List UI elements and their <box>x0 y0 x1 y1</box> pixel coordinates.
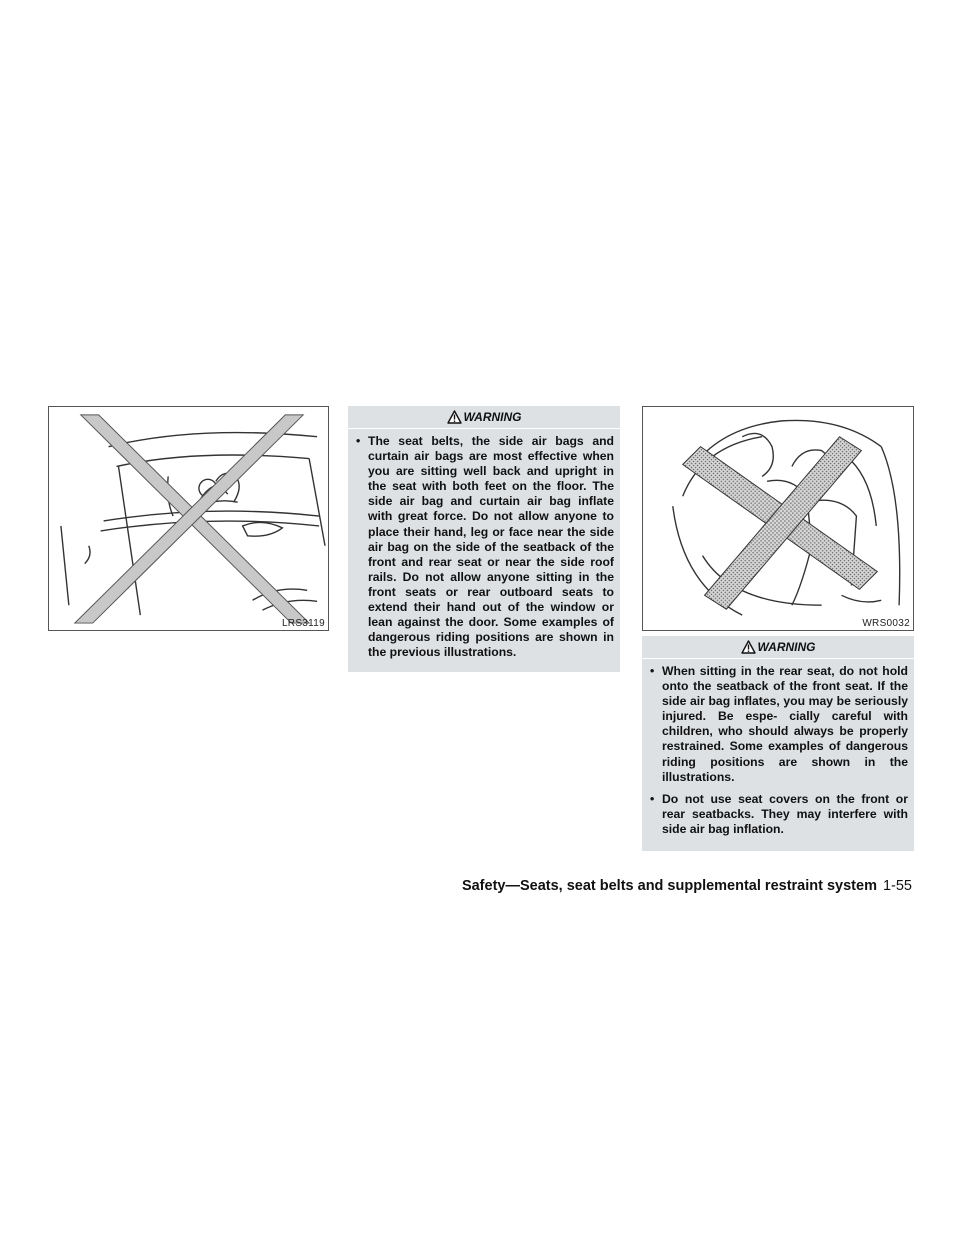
page-number: 1-55 <box>882 878 912 894</box>
warning-triangle-icon <box>741 640 756 654</box>
warning-header <box>348 406 620 428</box>
warning-item <box>650 792 908 837</box>
warning-text: Do not use seat covers on the front or rear seatbacks. They may interfere with side air bag inflation. <box>662 791 908 836</box>
warning-body <box>348 428 620 666</box>
warning-box-1 <box>348 406 620 672</box>
bullet: • <box>356 434 361 448</box>
warning-header <box>642 636 914 658</box>
bullet: • <box>650 791 655 806</box>
warning-text: When sitting in the rear seat, do not hold onto the seatback of the front seat. If the side air bag inflates, you may be seriously injured. Be espe- cially careful with children, who should always be properly restrained. Some examples of dangerous riding positions are shown in the illustrations. <box>662 664 908 784</box>
warning-triangle-icon <box>447 410 462 424</box>
warning-item <box>356 434 614 660</box>
section-title: Safety—Seats, seat belts and supplemental restraint system <box>461 878 877 894</box>
figure-code: LRS3119 <box>281 618 325 629</box>
bullet: • <box>650 664 655 678</box>
warning-box-2 <box>642 636 914 851</box>
figure-code: WRS0032 <box>862 618 910 629</box>
figure-right <box>642 406 914 631</box>
warning-body <box>642 658 914 843</box>
warning-title: WARNING <box>463 410 522 424</box>
warning-title: WARNING <box>757 640 816 654</box>
figure-left <box>48 406 329 631</box>
page-footer <box>0 878 912 894</box>
warning-text: The seat belts, the side air bags and curtain air bags are most effective when you are sitting well back and upright in the seat with both feet on the floor. The side air bag and curtain air bag inflate with great force. Do not allow anyone to place their hand, leg or face near the side air bag on the side of the seatback of the front and rear seat or near the side roof rails. Do not allow anyone sitting in the front seats or rear outboard seats to extend their hand out of the window or lean against the door. Some examples of dangerous riding positions are shown in the previous illustrations. <box>368 434 614 660</box>
prohibited-x-side-window-illustration <box>49 407 328 630</box>
prohibited-x-rear-seat-illustration <box>643 407 913 630</box>
warning-item <box>650 664 908 785</box>
